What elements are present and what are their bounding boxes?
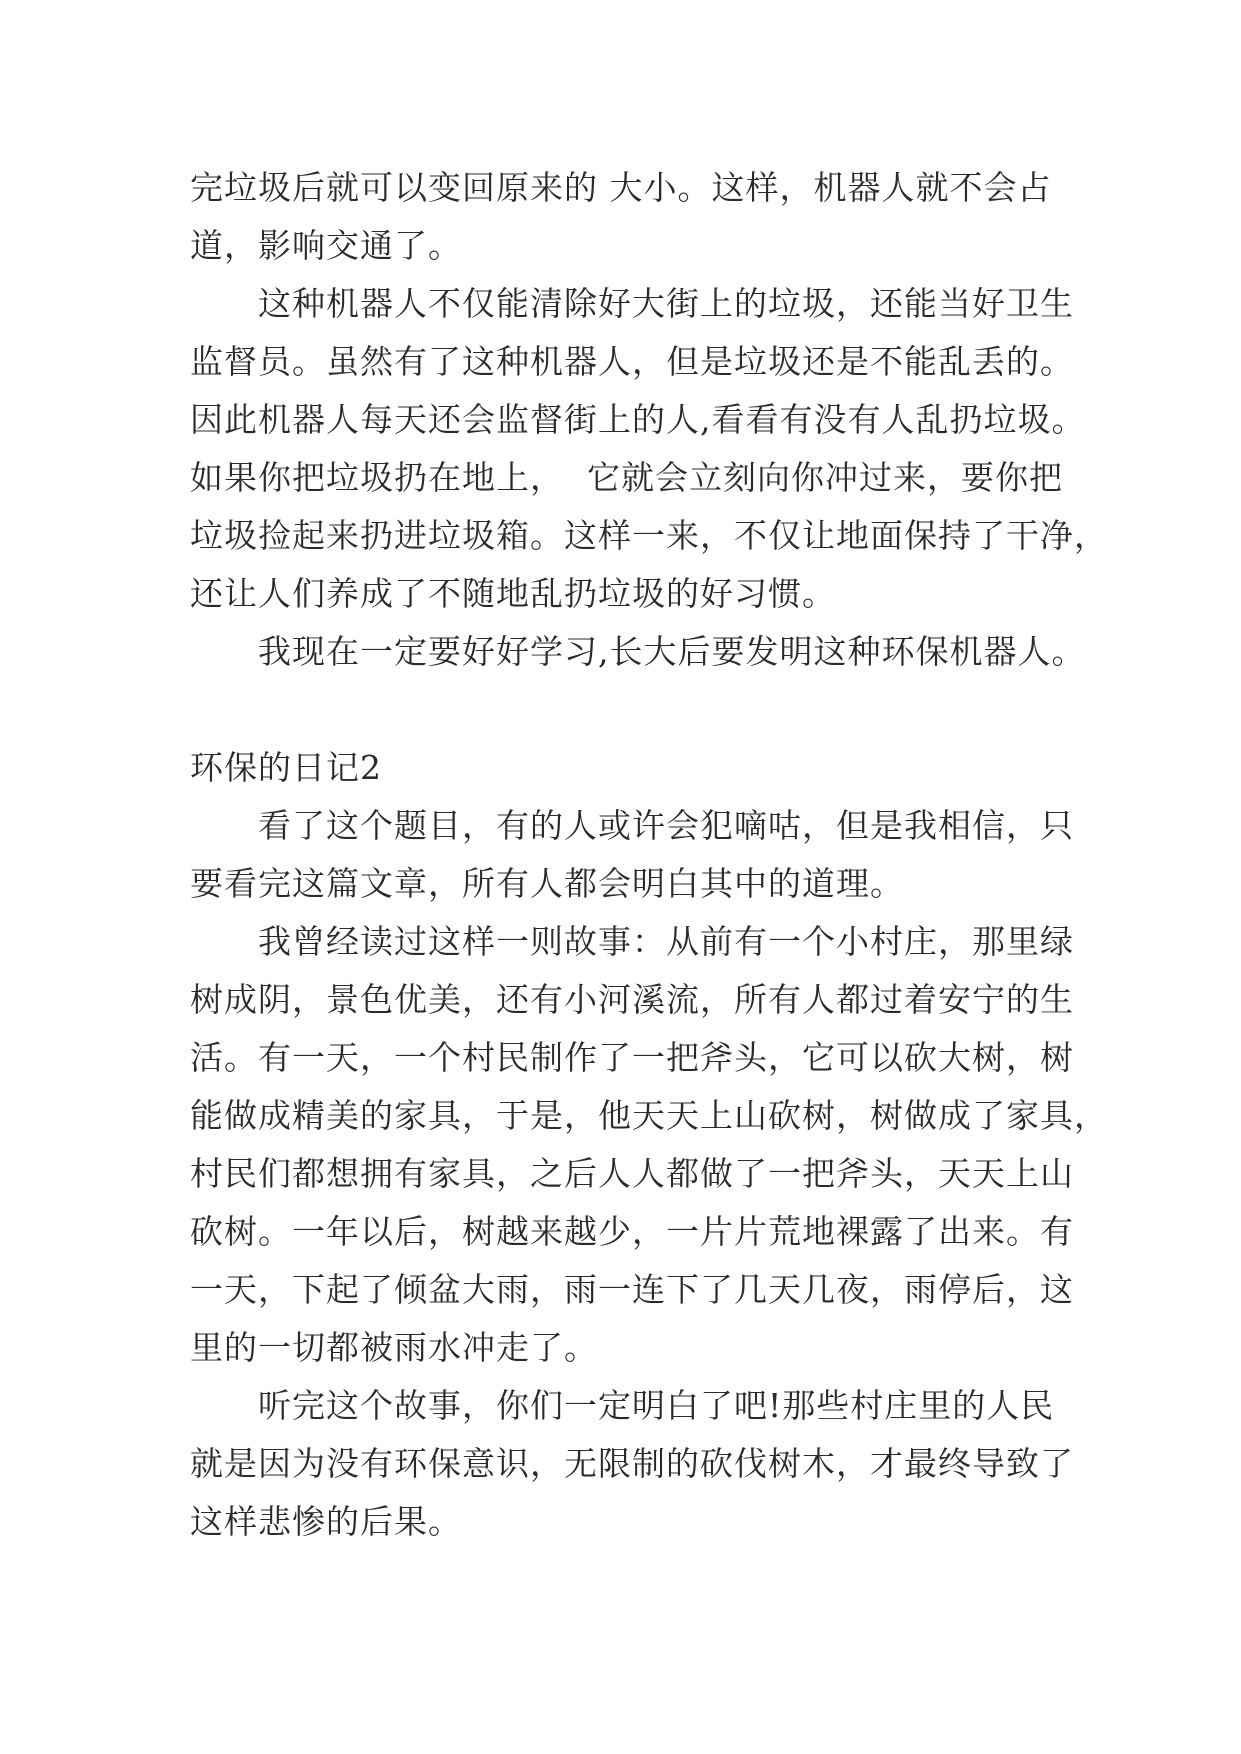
paragraph-line: 活。有一天，一个村民制作了一把斧头，它可以砍大树，树 — [190, 1038, 1074, 1077]
paragraph-line: 听完这个故事，你们一定明白了吧!那些村庄里的人民 — [258, 1386, 1055, 1425]
paragraph-line: 这种机器人不仅能清除好大街上的垃圾，还能当好卫生 — [258, 284, 1074, 323]
paragraph-line: 这样悲惨的后果。 — [190, 1502, 462, 1541]
paragraph-line: 垃圾捡起来扔进垃圾箱。这样一来，不仅让地面保持了干净， — [190, 516, 1108, 555]
paragraph-line: 看了这个题目，有的人或许会犯嘀咕，但是我相信，只 — [258, 806, 1074, 845]
paragraph-line: 还让人们养成了不随地乱扔垃圾的好习惯。 — [190, 574, 836, 613]
paragraph-line: 一天，下起了倾盆大雨，雨一连下了几天几夜，雨停后，这 — [190, 1270, 1074, 1309]
paragraph-line: 砍树。一年以后，树越来越少，一片片荒地裸露了出来。有 — [190, 1212, 1074, 1251]
paragraph-line: 能做成精美的家具，于是，他天天上山砍树，树做成了家具， — [190, 1096, 1108, 1135]
paragraph-line: 树成阴，景色优美，还有小河溪流，所有人都过着安宁的生 — [190, 980, 1074, 1019]
paragraph-line: 里的一切都被雨水冲走了。 — [190, 1328, 598, 1367]
paragraph-line: 道，影响交通了。 — [190, 226, 462, 265]
paragraph-line: 如果你把垃圾扔在地上， 它就会立刻向你冲过来，要你把 — [190, 458, 1063, 497]
paragraph-line: 要看完这篇文章，所有人都会明白其中的道理。 — [190, 864, 904, 903]
paragraph-line: 因此机器人每天还会监督街上的人,看看有没有人乱扔垃圾。 — [190, 400, 1086, 439]
paragraph-line: 就是因为没有环保意识，无限制的砍伐树木，才最终导致了 — [190, 1444, 1074, 1483]
paragraph-line: 完垃圾后就可以变回原来的 大小。这样，机器人就不会占 — [190, 168, 1052, 207]
paragraph-line: 村民们都想拥有家具，之后人人都做了一把斧头，天天上山 — [190, 1154, 1074, 1193]
paragraph-line: 我现在一定要好好学习,长大后要发明这种环保机器人。 — [258, 632, 1086, 671]
paragraph-line: 监督员。虽然有了这种机器人，但是垃圾还是不能乱丢的。 — [190, 342, 1074, 381]
section-title: 环保的日记2 — [190, 748, 382, 787]
paragraph-line: 我曾经读过这样一则故事：从前有一个小村庄，那里绿 — [258, 922, 1074, 961]
